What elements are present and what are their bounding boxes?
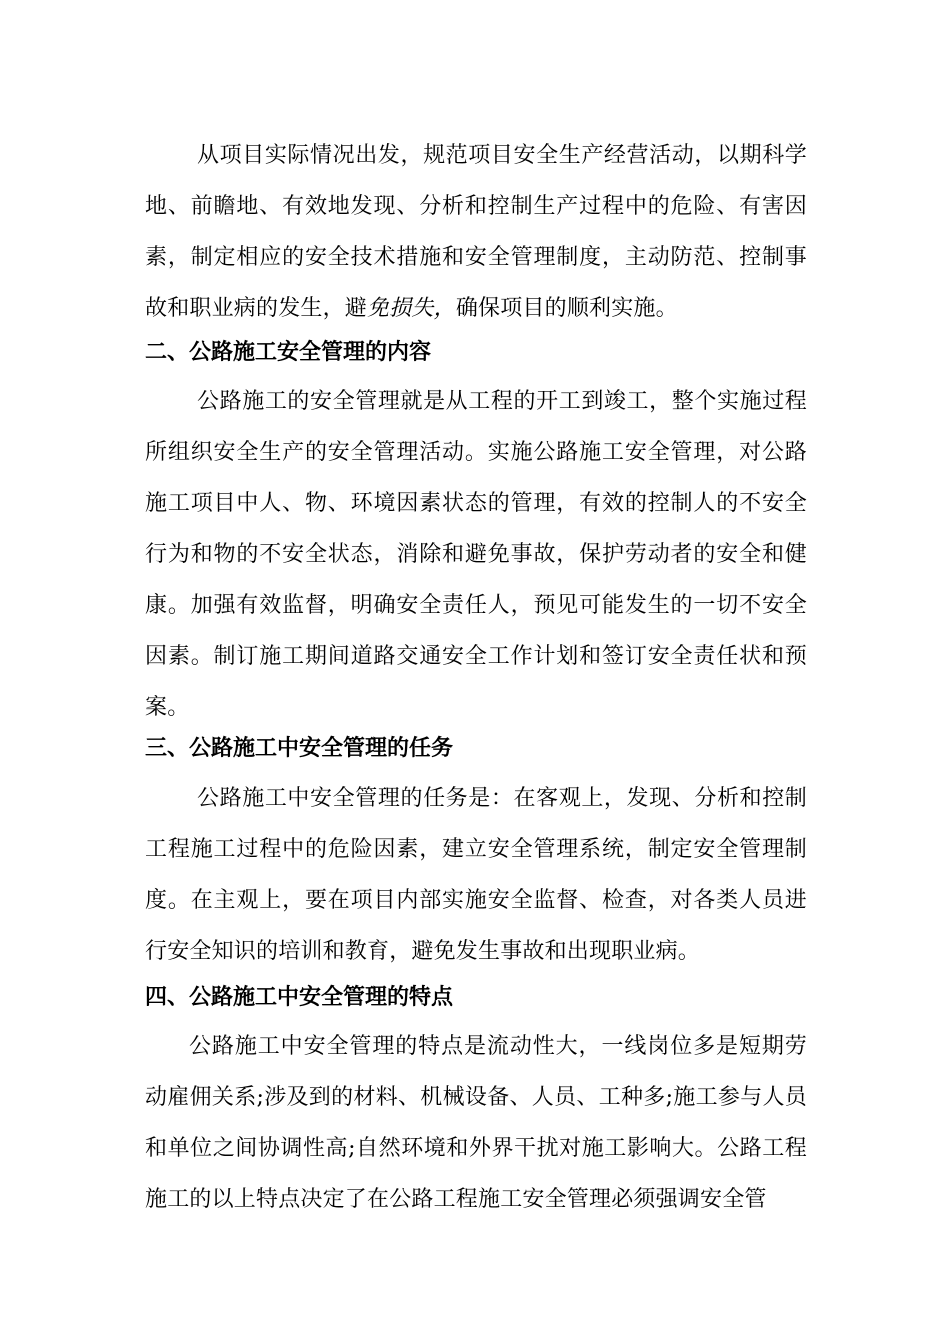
intro-italic-text: 免损失， bbox=[367, 296, 456, 321]
section-2-heading: 二、公路施工安全管理的内容 bbox=[145, 340, 432, 365]
section-4-paragraph: 公路施工中安全管理的特点是流动性大，一线岗位多是短期劳动雇佣关系;涉及到的材料、机械设备、人员、工种多;施工参与人员和单位之间协调性高;自然环境和外界干扰对施工影响大。公路工程施工的以上特点决定了在公路工程施工安全管理必须强调安全管 bbox=[145, 1034, 807, 1212]
section-2-paragraph: 公路施工的安全管理就是从工程的开工到竣工，整个实施过程所组织安全生产的安全管理活动。实施公路施工安全管理，对公路施工项目中人、物、环境因素状态的管理，有效的控制人的不安全行为和物的不安全状态，消除和避免事故，保护劳动者的安全和健康。加强有效监督，明确安全责任人，预见可能发生的一切不安全因素。制订施工期间道路交通安全工作计划和签订安全责任状和预案。 bbox=[145, 389, 807, 720]
section-3-paragraph: 公路施工中安全管理的任务是：在客观上，发现、分析和控制工程施工过程中的危险因素，建立安全管理系统，制定安全管理制度。在主观上，要在项目内部实施安全监督、检查，对各类人员进行安全知识的培训和教育，避免发生事故和出现职业病。 bbox=[145, 786, 807, 964]
intro-text-end: 确保项目的顺利实施。 bbox=[455, 296, 678, 321]
intro-text: 从项目实际情况出发，规范项目安全生产经营活动，以期科学地、前瞻地、有效地发现、分析和控制生产过程中的危险、有害因素，制定相应的安全技术措施和安全管理制度，主动防范、控制事故和职业病的发生，避 bbox=[145, 143, 807, 321]
section-4-heading: 四、公路施工中安全管理的特点 bbox=[145, 985, 454, 1010]
section-3-heading: 三、公路施工中安全管理的任务 bbox=[145, 736, 454, 761]
intro-paragraph bbox=[145, 130, 807, 334]
